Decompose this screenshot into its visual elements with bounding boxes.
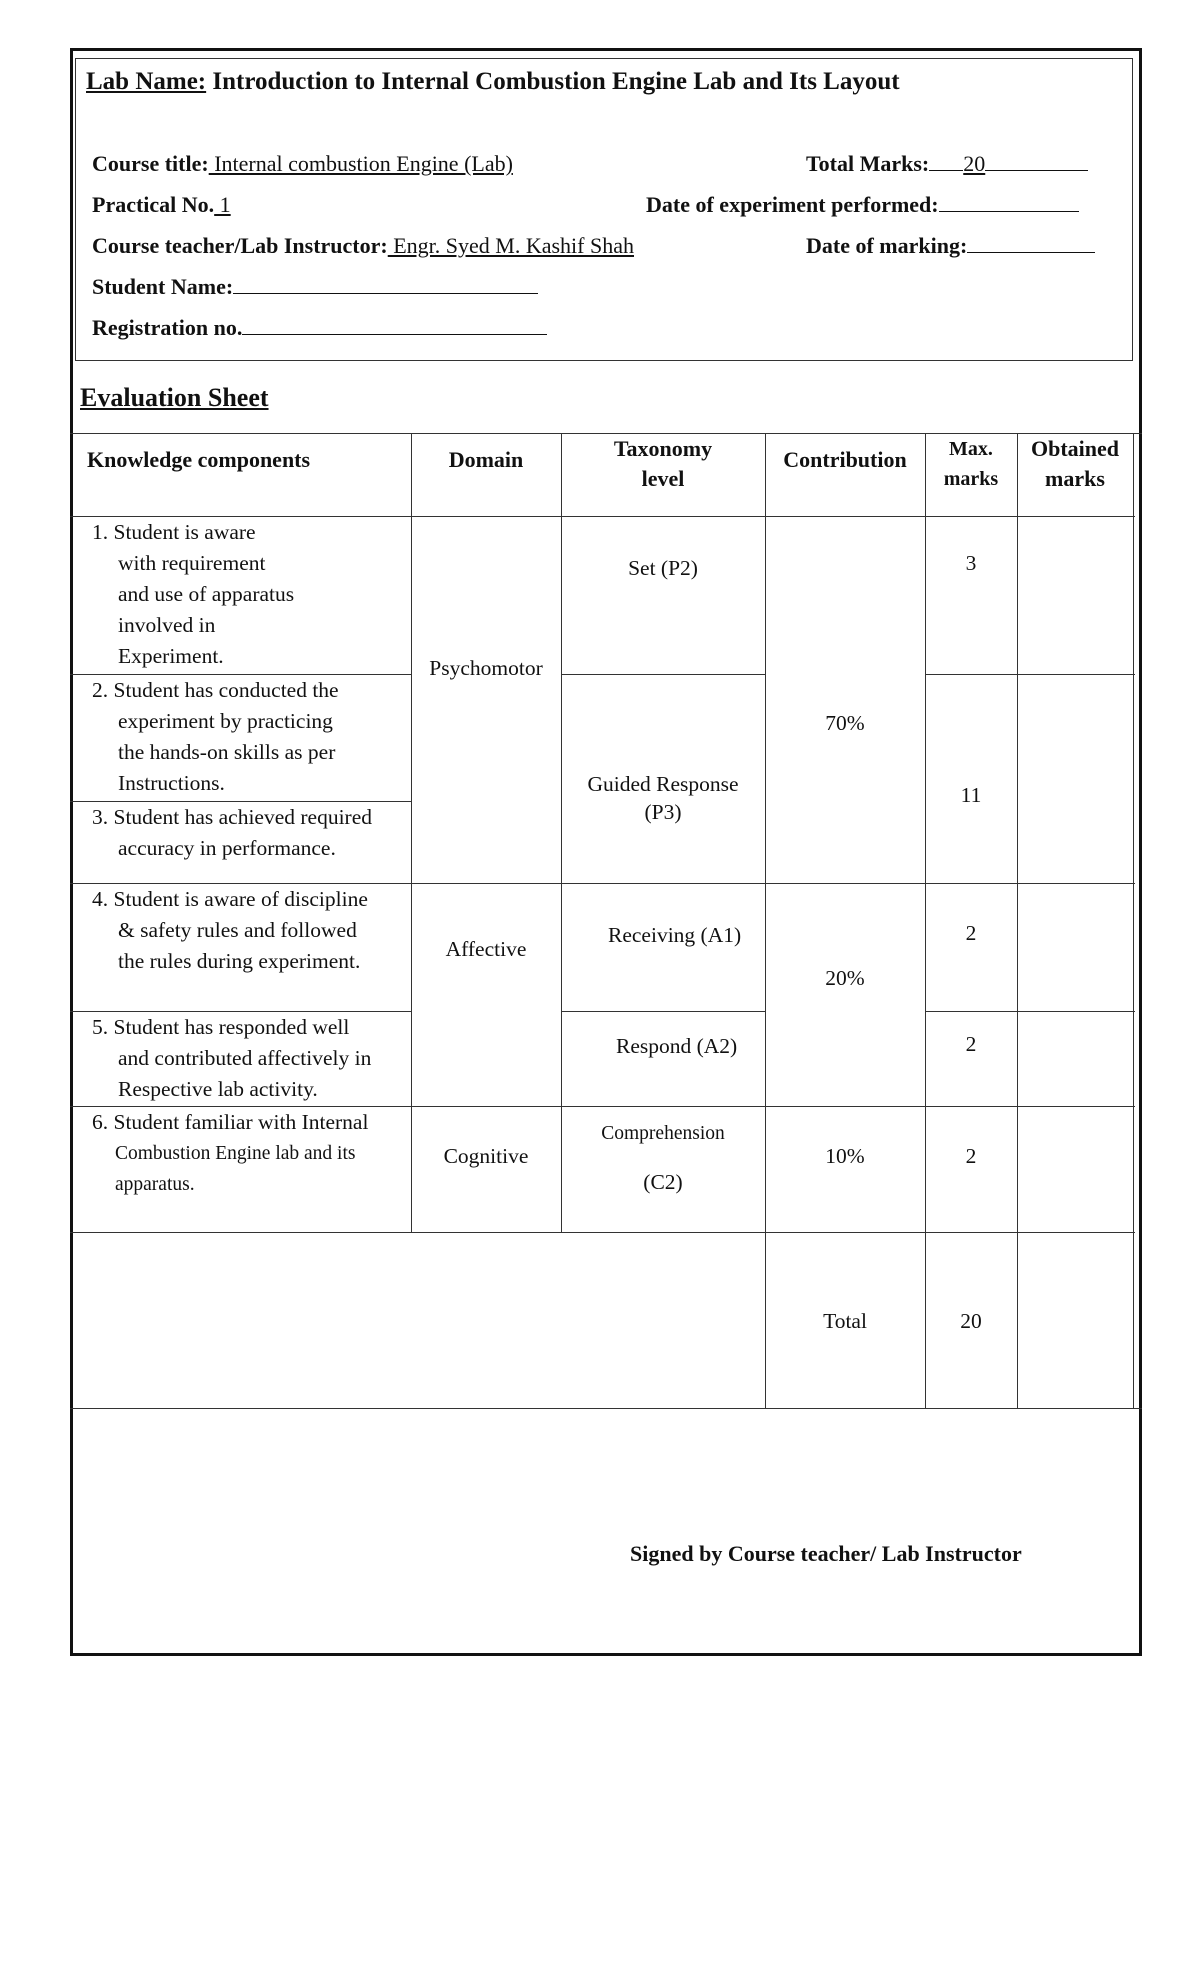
row2-line1: 2. Student has conducted the — [92, 678, 339, 702]
row2-line4: Instructions. — [118, 771, 225, 795]
header-obtained-marks — [1017, 434, 1133, 494]
domain-affective: Affective — [445, 937, 527, 961]
row1-line2: with requirement — [118, 551, 266, 575]
max-marks-row6: 2 — [965, 1144, 977, 1168]
obtained-marks-row4[interactable] — [1019, 885, 1132, 1010]
obtained-marks-row5[interactable] — [1019, 1013, 1132, 1105]
header-max-line2: marks — [943, 468, 999, 490]
domain-psychomotor: Psychomotor — [429, 656, 543, 680]
date-marking-label: Date of marking: — [806, 233, 968, 258]
taxonomy-set: Set (P2) — [628, 556, 698, 580]
knowledge-row-3 — [92, 802, 372, 864]
total-marks-row — [806, 151, 1088, 177]
row4-line2: & safety rules and followed — [118, 918, 357, 942]
taxonomy-comprehension — [561, 1110, 765, 1206]
row1-line5: Experiment. — [118, 644, 224, 668]
row1-line3: and use of apparatus — [118, 582, 295, 606]
header-obtained-line1: Obtained — [1030, 436, 1120, 461]
practical-no-row — [92, 192, 231, 218]
taxonomy-respond: Respond (A2) — [616, 1034, 738, 1058]
total-value: 20 — [960, 1309, 982, 1333]
lab-name — [86, 68, 900, 96]
signature-label: Signed by Course teacher/ Lab Instructor — [630, 1541, 1022, 1566]
row1-line4: involved in — [118, 613, 216, 637]
row6-line2: Combustion Engine lab and its — [115, 1143, 356, 1164]
header-knowledge: Knowledge components — [87, 447, 311, 472]
header-domain: Domain — [448, 447, 524, 472]
evaluation-title: Evaluation Sheet — [80, 383, 269, 412]
practical-no-value: 1 — [214, 192, 231, 217]
total-marks-post-line — [985, 152, 1088, 171]
obtained-marks-total[interactable] — [1019, 1234, 1132, 1407]
row2-line2: experiment by practicing — [118, 709, 333, 733]
date-performed-line — [939, 193, 1079, 212]
date-performed-label: Date of experiment performed: — [646, 192, 939, 217]
knowledge-row-5 — [92, 1012, 371, 1105]
header-contribution: Contribution — [783, 447, 907, 472]
lab-name-label: Lab Name: — [86, 68, 207, 95]
lab-name-value: Introduction to Internal Combustion Engine Lab and Its Layout — [212, 68, 900, 95]
instructor-value: Engr. Syed M. Kashif Shah — [387, 233, 634, 258]
registration-line — [242, 316, 547, 335]
row2-line3: the hands-on skills as per — [118, 740, 336, 764]
row6-line3: apparatus. — [115, 1174, 195, 1195]
row5-line2: and contributed affectively in — [118, 1046, 372, 1070]
col-domain-line — [411, 433, 412, 1232]
obtained-marks-row1[interactable] — [1019, 518, 1132, 673]
row6-line1: 6. Student familiar with Internal — [92, 1110, 369, 1134]
student-name-row — [92, 274, 538, 300]
max-marks-row5: 2 — [965, 1032, 977, 1056]
total-marks-pre-line — [929, 152, 963, 171]
header-max-marks — [925, 434, 1017, 494]
student-name-label: Student Name: — [92, 274, 234, 299]
obtained-marks-row23[interactable] — [1019, 676, 1132, 882]
obtained-marks-row6[interactable] — [1019, 1108, 1132, 1231]
contribution-cognitive: 10% — [825, 1144, 865, 1168]
knowledge-row-6 — [92, 1107, 368, 1200]
taxonomy-guided-line1: Guided Response — [587, 772, 739, 796]
instructor-label: Course teacher/Lab Instructor: — [92, 233, 388, 258]
knowledge-row-4 — [92, 884, 368, 977]
header-obtained-line2: marks — [1045, 466, 1105, 491]
total-label: Total — [823, 1309, 867, 1333]
max-marks-row4: 2 — [965, 921, 977, 945]
taxonomy-guided-line2: (P3) — [644, 800, 682, 824]
taxonomy-receiving: Receiving (A1) — [608, 923, 742, 947]
contribution-affective: 20% — [825, 966, 865, 990]
course-title-value: Internal combustion Engine (Lab) — [208, 151, 513, 176]
practical-no-label: Practical No. — [92, 192, 215, 217]
set-bottom-line — [561, 674, 765, 675]
row4-line1: 4. Student is aware of discipline — [92, 887, 368, 911]
student-name-line — [233, 275, 538, 294]
max-row1-bottom-line — [925, 674, 1135, 675]
row3-line1: 3. Student has achieved required — [92, 805, 373, 829]
row4-line3: the rules during experiment. — [118, 949, 361, 973]
course-title-row — [92, 151, 513, 177]
taxonomy-guided-response — [561, 770, 765, 826]
receiving-bottom-line — [561, 1011, 765, 1012]
row3-line2: accuracy in performance. — [118, 836, 336, 860]
date-marking-row — [806, 233, 1095, 259]
registration-label: Registration no. — [92, 315, 243, 340]
header-taxonomy-line2: level — [641, 466, 685, 491]
knowledge-row-2 — [92, 675, 339, 799]
date-marking-line — [967, 234, 1095, 253]
max-marks-row23: 11 — [960, 783, 982, 807]
row5-line1: 5. Student has responded well — [92, 1015, 350, 1039]
taxonomy-comprehension-line1: Comprehension — [601, 1123, 725, 1144]
taxonomy-comprehension-line2: (C2) — [643, 1170, 683, 1194]
registration-row — [92, 315, 547, 341]
contribution-psychomotor: 70% — [825, 711, 865, 735]
domain-cognitive: Cognitive — [443, 1144, 529, 1168]
date-performed-row — [646, 192, 1079, 218]
header-max-line1: Max. — [949, 438, 993, 460]
max-row4-bottom-line — [925, 1011, 1135, 1012]
header-taxonomy — [561, 434, 765, 494]
row1-line1: 1. Student is aware — [92, 520, 256, 544]
total-marks-label: Total Marks: — [806, 151, 930, 176]
header-taxonomy-line1: Taxonomy — [613, 436, 713, 461]
total-marks-value: 20 — [963, 151, 986, 176]
course-title-label: Course title: — [92, 151, 209, 176]
table-cognitive-bottom-line — [70, 1232, 1135, 1233]
col-contribution-line — [765, 433, 766, 1408]
max-marks-row1: 3 — [965, 551, 977, 575]
table-total-bottom-line — [70, 1408, 1142, 1409]
row5-line3: Respective lab activity. — [118, 1077, 318, 1101]
knowledge-row-1 — [92, 517, 294, 672]
instructor-row — [92, 233, 634, 259]
col-right-line — [1133, 433, 1134, 1408]
col-obtained-line — [1017, 433, 1018, 1408]
